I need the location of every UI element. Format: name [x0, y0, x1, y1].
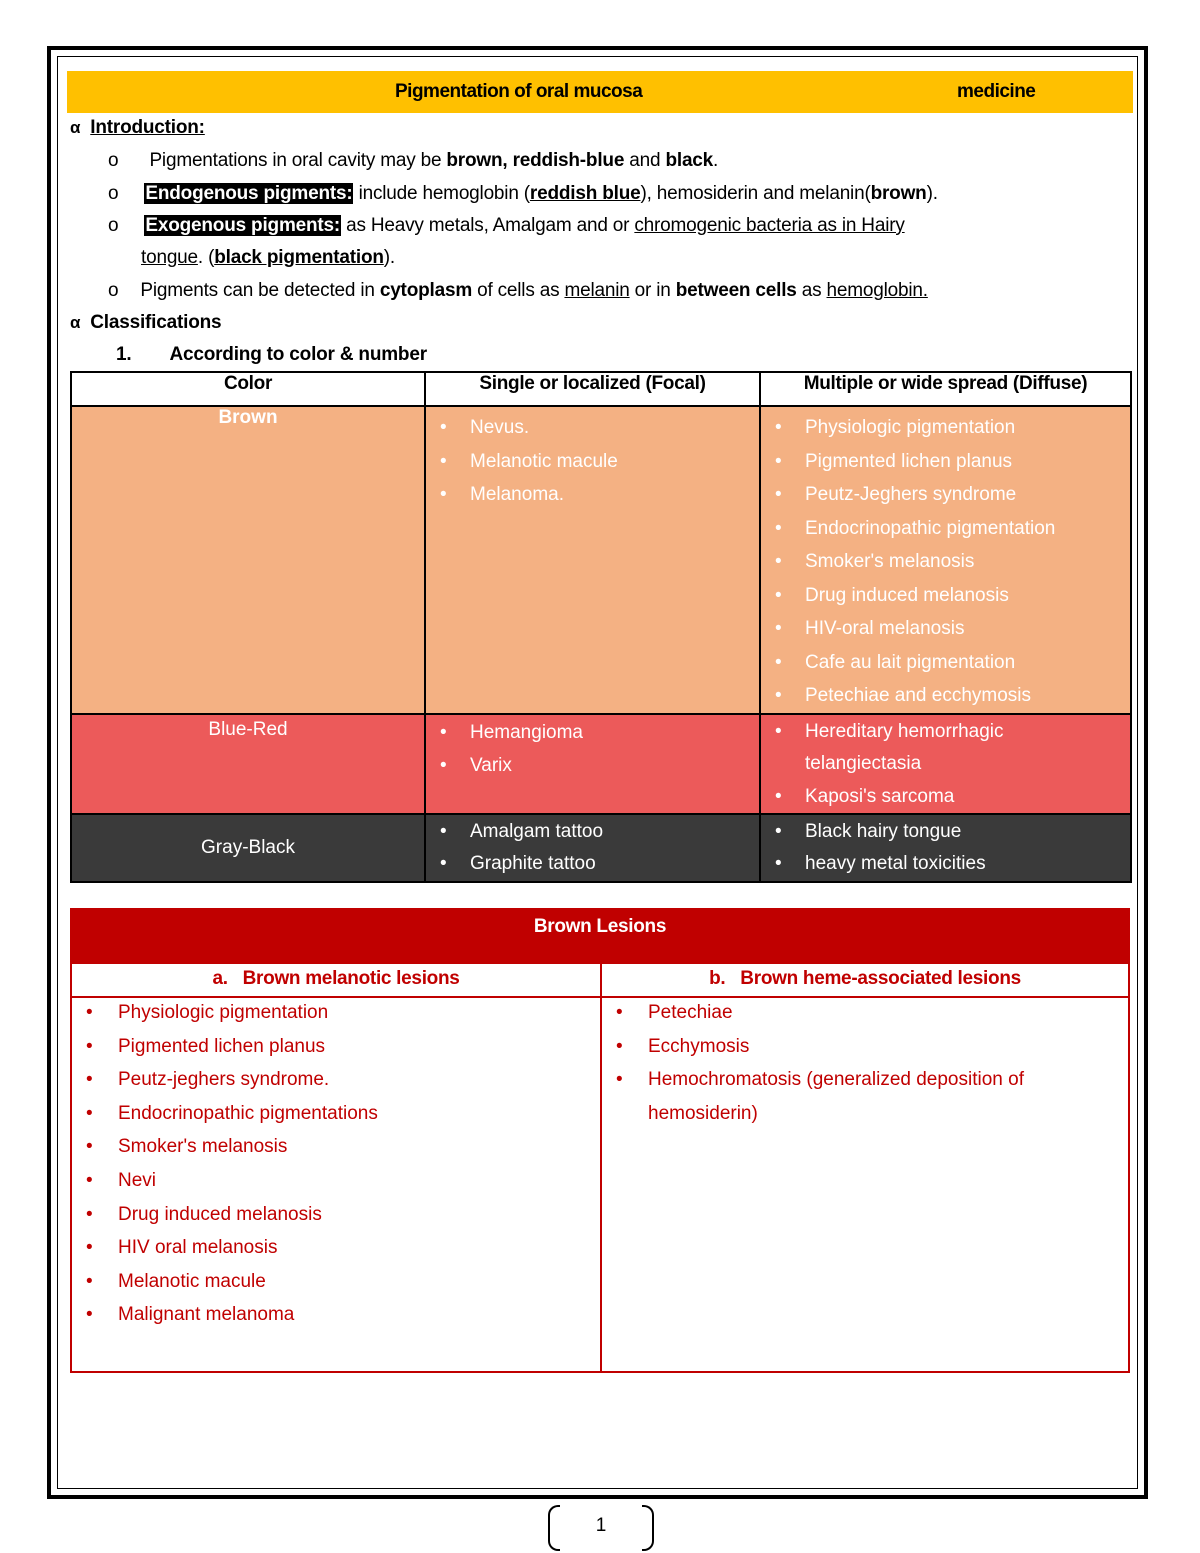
list-item: • HIV-oral melanosis [805, 612, 1130, 646]
list-item: • Varix [470, 749, 759, 783]
list-item: • HIV oral melanosis [118, 1231, 588, 1265]
list-item: • Endocrinopathic pigmentation [805, 512, 1130, 546]
melanotic-lesions-list [118, 996, 588, 1332]
list-item: • Amalgam tattoo [470, 816, 759, 848]
endogenous-label: Endogenous pigments: [145, 183, 353, 204]
intro-line-2: o Endogenous pigments: include hemoglobin (reddish blue), hemosiderin and melanin(brown). [108, 183, 938, 204]
table-header-diffuse: Multiple or wide spread (Diffuse) [760, 372, 1131, 406]
list-item: • Peutz-Jeghers syndrome [805, 478, 1130, 512]
list-item: • Nevus. [470, 411, 759, 445]
list-item: • Kaposi's sarcoma [805, 780, 1130, 814]
table-row-blue-red [71, 714, 1131, 815]
diffuse-cell-brown [760, 406, 1131, 714]
color-cell-brown: Brown [71, 406, 425, 714]
list-item: • Melanoma. [470, 478, 759, 512]
page-subject: medicine [957, 81, 1036, 102]
focal-cell-brown [425, 406, 760, 714]
table-header-color: Color [71, 372, 425, 406]
diffuse-cell-gray-black [760, 814, 1131, 882]
intro-line-1: o Pigmentations in oral cavity may be brown, reddish-blue and black. [108, 150, 719, 171]
list-item: • Pigmented lichen planus [118, 1030, 588, 1064]
melanotic-lesions-heading: a. Brown melanotic lesions [72, 964, 602, 998]
list-item: • Petechiae and ecchymosis [805, 679, 1130, 713]
heme-lesions-heading: b. Brown heme-associated lesions [602, 964, 1128, 998]
list-item: • Physiologic pigmentation [118, 996, 588, 1030]
table-header-focal: Single or localized (Focal) [425, 372, 760, 406]
classifications-heading: Classifications [90, 312, 222, 333]
table-header-row [71, 372, 1131, 406]
page-number-text: 1 [595, 1515, 607, 1536]
section-marker-icon: α [70, 118, 81, 137]
list-item: • Cafe au lait pigmentation [805, 646, 1130, 680]
classification-subheading-line: 1. According to color & number [116, 344, 427, 365]
intro-line-4: tongue. (black pigmentation). [141, 247, 395, 268]
classifications-heading-line [70, 311, 221, 335]
color-cell-blue-red: Blue-Red [71, 714, 425, 815]
intro-heading: Introduction: [90, 117, 205, 138]
intro-line-5: o Pigments can be detected in cytoplasm of cells as melanin or in between cells as hemoglobin. [108, 280, 928, 301]
list-item: • heavy metal toxicities [805, 848, 1130, 880]
list-item: • Drug induced melanosis [805, 579, 1130, 613]
list-item: • Melanotic macule [118, 1265, 588, 1299]
bullet-o-icon: o [108, 183, 119, 204]
color-classification-table [70, 371, 1132, 883]
column-divider [600, 964, 602, 1371]
classification-subheading: According to color & number [169, 344, 427, 365]
list-item: • Ecchymosis [648, 1030, 1118, 1064]
page-number [548, 1505, 654, 1551]
list-item: • Smoker's melanosis [118, 1130, 588, 1164]
list-item: • Drug induced melanosis [118, 1198, 588, 1232]
list-item: • Pigmented lichen planus [805, 445, 1130, 479]
diffuse-cell-blue-red [760, 714, 1131, 815]
brown-lesions-table [70, 908, 1130, 1373]
table-row-brown [71, 406, 1131, 714]
page-header [67, 71, 1133, 113]
list-item: • Peutz-jeghers syndrome. [118, 1063, 588, 1097]
bullet-o-icon: o [108, 150, 119, 171]
exogenous-label: Exogenous pigments: [145, 215, 341, 236]
list-item: • Melanotic macule [470, 445, 759, 479]
list-item: • Hemangioma [470, 716, 759, 750]
table-row-gray-black [71, 814, 1131, 882]
section-marker-icon: α [70, 313, 81, 332]
bullet-o-icon: o [108, 215, 119, 236]
intro-heading-line [70, 116, 205, 140]
list-item: • Petechiae [648, 996, 1118, 1030]
list-item: • Hemochromatosis (generalized deposition of hemosiderin) [648, 1063, 1118, 1130]
list-item: • Smoker's melanosis [805, 545, 1130, 579]
list-item: • Endocrinopathic pigmentations [118, 1097, 588, 1131]
color-cell-gray-black: Gray-Black [71, 814, 425, 882]
list-item: • Physiologic pigmentation [805, 411, 1130, 445]
heme-lesions-list [648, 996, 1118, 1130]
list-item: • Malignant melanoma [118, 1298, 588, 1332]
focal-cell-gray-black [425, 814, 760, 882]
page-title: Pigmentation of oral mucosa [395, 81, 643, 102]
intro-line-3: o Exogenous pigments: as Heavy metals, Amalgam and or chromogenic bacteria as in Hairy [108, 215, 905, 236]
list-item: • Nevi [118, 1164, 588, 1198]
list-item: • Black hairy tongue [805, 816, 1130, 848]
focal-cell-blue-red [425, 714, 760, 815]
list-item: • Hereditary hemorrhagic telangiectasia [805, 716, 1065, 780]
brown-lesions-title: Brown Lesions [72, 910, 1128, 964]
list-item: • Graphite tattoo [470, 848, 759, 880]
bullet-o-icon: o [108, 280, 119, 301]
